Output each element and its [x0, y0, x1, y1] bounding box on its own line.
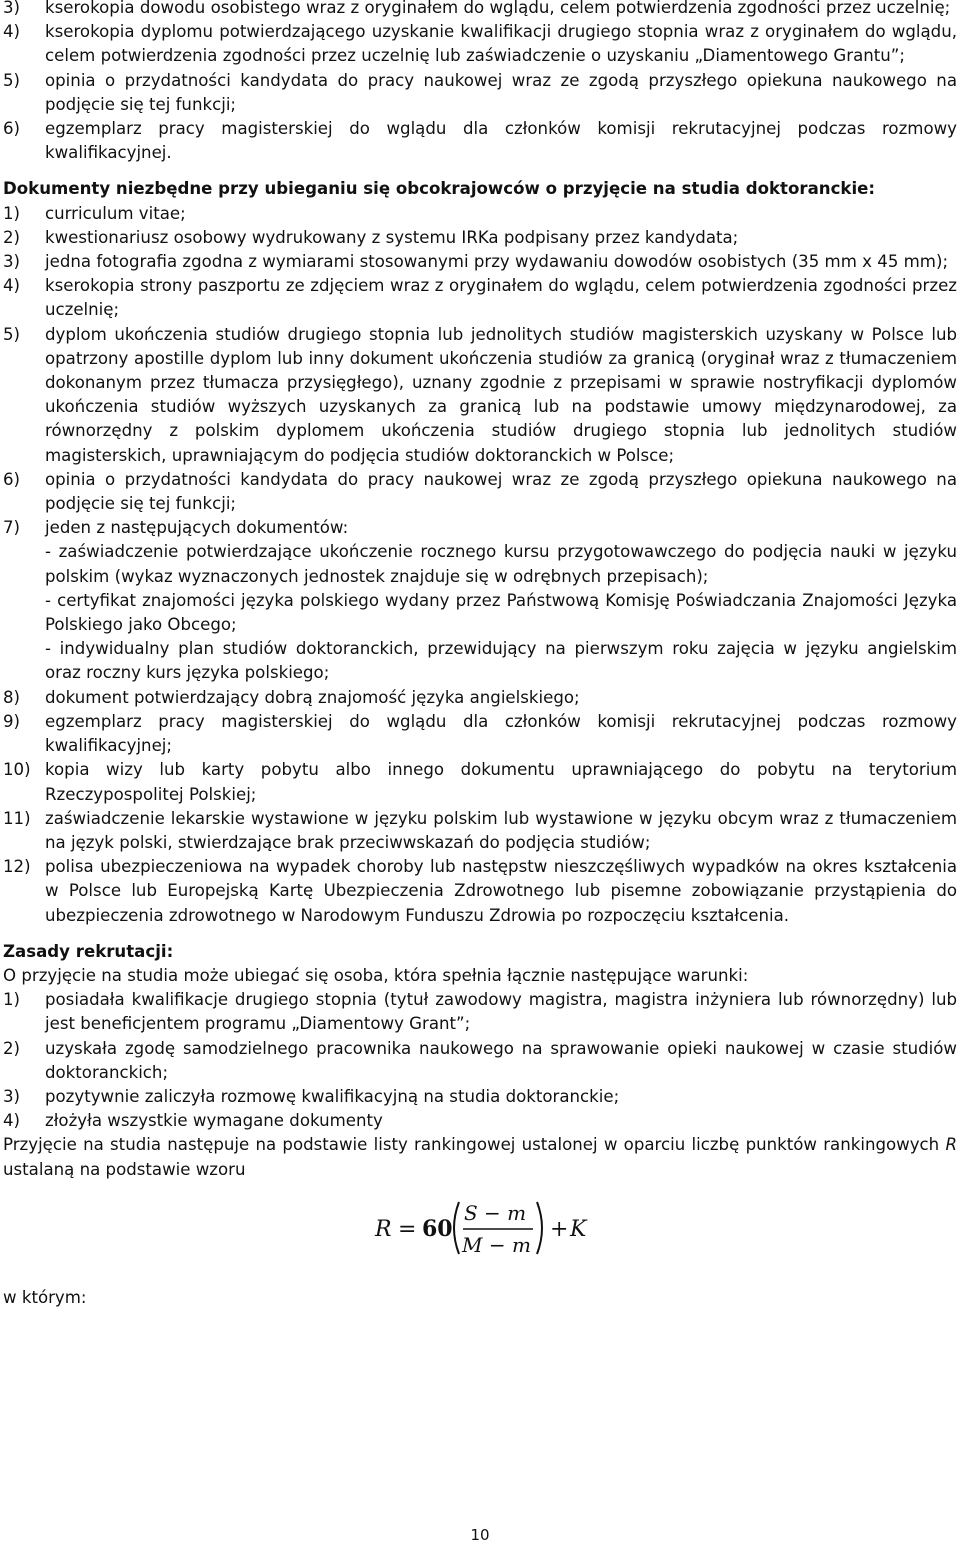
list-item: 3) jedna fotografia zgodna z wymiarami stosowanymi przy wydawaniu dowodów osobistych (35 mm x 45 mm); — [3, 252, 949, 272]
page-content — [3, 0, 957, 1310]
section-heading: Zasady rekrutacji: — [3, 941, 174, 961]
formula-k: K — [570, 1216, 587, 1242]
formula-coefficient: 60 — [422, 1215, 453, 1242]
foreigners-section — [3, 177, 957, 927]
list-item: 10) kopia wizy lub karty pobytu albo innego dokumentu uprawniającego do pobytu na terytorium Rzeczypospolitej Polskiej; — [3, 760, 957, 804]
list-item: 4) kserokopia strony paszportu ze zdjęciem wraz z oryginałem do wglądu, celem potwierdzenia zgodności przez uczelnię; — [3, 276, 957, 320]
list-item: 3) pozytywnie zaliczyła rozmowę kwalifikacyjną na studia doktoranckie; — [3, 1086, 620, 1106]
documents-list-continued — [3, 0, 957, 165]
list-item: 4) złożyła wszystkie wymagane dokumenty — [3, 1111, 383, 1131]
sub-item: - certyfikat znajomości języka polskiego wydany przez Państwową Komisję Poświadczania Znajomości Języka Polskiego jako Obcego; — [45, 590, 957, 635]
formula-equals: = — [398, 1216, 417, 1242]
formula-denominator: M − m — [462, 1232, 531, 1257]
page-number: 10 — [470, 1526, 490, 1544]
list-item: 2) uzyskała zgodę samodzielnego pracownika naukowego na sprawowanie opieki naukowej w czasie studiów doktoranckich; — [3, 1038, 957, 1082]
formula-graphic — [373, 1192, 593, 1262]
list-item: 12) polisa ubezpieczeniowa na wypadek choroby lub następstw nieszczęśliwych wypadków na okres kształcenia w Polsce lub Europejską Kartę Ubezpieczenia Zdrowotnego lub pisemne zobowiązanie przystąpienia do ubezpieczenia zdrowotnego w Narodowym Funduszu Zdrowia po rozpoczęciu kształcenia. — [3, 857, 957, 925]
ranking-formula — [3, 1188, 957, 1266]
ranking-paragraph: Przyjęcie na studia następuje na podstawie listy rankingowej ustalonej w oparciu liczbę punktów rankingowych R ustalaną na podstawie wzoru — [3, 1135, 957, 1179]
rules-section — [3, 940, 957, 1310]
list-item: 1) posiadała kwalifikacje drugiego stopnia (tytuł zawodowy magistra, magistra inżyniera lub równorzędny) lub jest beneficjentem programu „Diamentowy Grant”; — [3, 990, 957, 1034]
list-item: 11) zaświadczenie lekarskie wystawione w języku polskim lub wystawione w języku obcym wraz z tłumaczeniem na język polski, stwierdzające brak przeciwwskazań do podjęcia studiów; — [3, 808, 957, 852]
foreigners-documents-list — [3, 202, 957, 928]
list-item: 6) egzemplarz pracy magisterskiej do wglądu dla członków komisji rekrutacyjnej podczas rozmowy kwalifikacyjnej. — [3, 119, 957, 163]
list-item: 9) egzemplarz pracy magisterskiej do wglądu dla członków komisji rekrutacyjnej podczas rozmowy kwalifikacyjnej; — [3, 711, 957, 756]
list-item: 8) dokument potwierdzający dobrą znajomość języka angielskiego; — [3, 687, 580, 707]
list-item: 2) kwestionariusz osobowy wydrukowany z systemu IRKa podpisany przez kandydata; — [3, 227, 739, 247]
ranking-variable: R — [945, 1135, 957, 1155]
list-item: 4) kserokopia dyplomu potwierdzającego uzyskanie kwalifikacji drugiego stopnia wraz z oryginałem do wglądu, celem potwierdzenia zgodności przez uczelnię lub zaświadczenie o uzyskaniu „Diamentowego Grantu”; — [3, 22, 957, 66]
formula-left-paren — [454, 1202, 459, 1254]
sub-item: - zaświadczenie potwierdzające ukończenie rocznego kursu przygotowawczego do podjęcia nauki w języku polskim (wykaz wyznaczonych jednostek znajduje się w odrębnych przepisach); — [45, 542, 957, 586]
list-item: 5) dyplom ukończenia studiów drugiego stopnia lub jednolitych studiów magisterskich uzyskany w Polsce lub opatrzony apostille dyplom lub inny dokument ukończenia studiów za granicą (oryginał wraz z tłumaczeniem dokonanym przez tłumacza przysięgłego), uznany zgodnie z przepisami w sprawie nostryfikacji dyplomów ukończenia studiów wyższych uzyskanych za granicą lub na podstawie umowy międzynarodowej, za równorzędny z polskim dyplomem ukończenia studiów drugiego stopnia lub jednolitych studiów magisterskich, uprawniającym do podjęcia studiów doktoranckich w Polsce; — [3, 324, 957, 465]
formula-numerator: S − m — [464, 1200, 527, 1225]
formula-right-paren — [537, 1202, 542, 1254]
rules-list — [3, 988, 957, 1133]
list-item: 7) jeden z następujących dokumentów: - zaświadczenie potwierdzające ukończenie rocznego kursu przygotowawczego do podjęcia nauki w języku polskim (wykaz wyznaczonych jednostek znajduje się w odrębnych przepisach); - certyfikat znajomości języka polskiego wydany przez Państwową Komisję Poświadczania Znajomości Języka Polskiego jako Obcego; - indywidualny plan studiów doktoranckich, przewidujący na pierwszym roku zajęcia w języku angielskim oraz roczny kurs języka polskiego; — [3, 516, 957, 685]
where-text: w którym: — [3, 1287, 87, 1307]
formula-lhs: R — [375, 1216, 392, 1242]
rules-intro: O przyjęcie na studia może ubiegać się osoba, która spełnia łącznie następujące warunki: — [3, 965, 749, 985]
list-item: 6) opinia o przydatności kandydata do pracy naukowej wraz ze zgodą przyszłego opiekuna naukowego na podjęcie się tej funkcji; — [3, 469, 957, 514]
list-item: 5) opinia o przydatności kandydata do pracy naukowej wraz ze zgodą przyszłego opiekuna naukowego na podjęcie się tej funkcji; — [3, 70, 957, 114]
section-heading: Dokumenty niezbędne przy ubieganiu się obcokrajowców o przyjęcie na studia doktoranckie: — [3, 179, 876, 199]
list-item: 3) kserokopia dowodu osobistego wraz z oryginałem do wglądu, celem potwierdzenia zgodności przez uczelnię; — [3, 0, 951, 17]
sub-item: - indywidualny plan studiów doktoranckich, przewidujący na pierwszym roku zajęcia w języku angielskim oraz roczny kurs języka polskiego; — [45, 639, 957, 683]
list-item: 1) curriculum vitae; — [3, 203, 186, 223]
formula-plus: + — [550, 1216, 569, 1242]
